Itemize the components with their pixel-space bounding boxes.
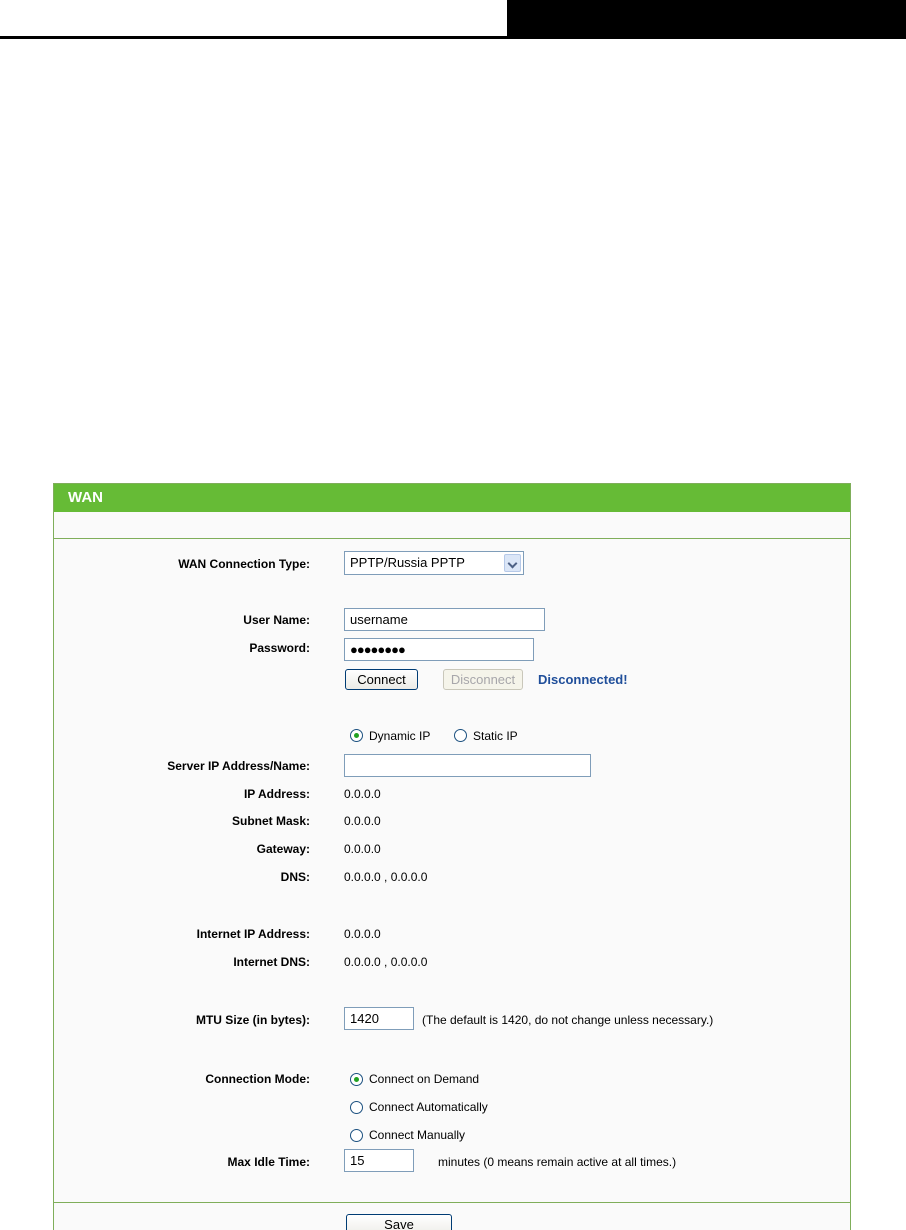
connection-type-select[interactable]: [344, 551, 524, 575]
header-rule: [0, 36, 510, 39]
subnet-mask-label: Subnet Mask:: [231, 814, 310, 828]
internet-dns-label: Internet DNS:: [233, 955, 310, 969]
connection-mode-label: Connection Mode:: [205, 1072, 310, 1086]
dns-label: DNS:: [280, 870, 310, 884]
max-idle-value: 15: [350, 1153, 365, 1168]
panel-divider: [54, 538, 850, 539]
panel-title: WAN: [54, 484, 850, 512]
server-input[interactable]: [344, 754, 591, 777]
connect-on-demand-radio[interactable]: [350, 1073, 363, 1086]
static-ip-radio[interactable]: [454, 729, 467, 742]
ip-address-label: IP Address:: [243, 787, 310, 801]
ip-address-value: 0.0.0.0: [344, 787, 381, 801]
dynamic-ip-label: Dynamic IP: [369, 729, 431, 743]
wan-panel: [53, 483, 851, 1230]
user-name-label: User Name:: [243, 613, 310, 627]
gateway-label: Gateway:: [256, 842, 310, 856]
connection-type-label: WAN Connection Type:: [178, 557, 310, 571]
chevron-down-icon[interactable]: [504, 554, 521, 572]
mtu-label: MTU Size (in bytes):: [195, 1013, 310, 1027]
subnet-mask-value: 0.0.0.0: [344, 814, 381, 828]
mtu-hint: (The default is 1420, do not change unless necessary.): [422, 1013, 714, 1027]
connect-on-demand-label: Connect on Demand: [369, 1072, 480, 1086]
static-ip-label: Static IP: [473, 729, 518, 743]
header-block: [507, 0, 906, 39]
password-label: Password:: [249, 641, 310, 655]
panel-bottom-divider: [54, 1202, 851, 1203]
internet-dns-value: 0.0.0.0 , 0.0.0.0: [344, 955, 428, 969]
connection-status: Disconnected!: [538, 672, 628, 687]
internet-ip-value: 0.0.0.0: [344, 927, 381, 941]
max-idle-input[interactable]: [344, 1149, 414, 1172]
document-header: [0, 0, 906, 40]
connect-automatically-label: Connect Automatically: [369, 1100, 488, 1114]
internet-ip-label: Internet IP Address:: [196, 927, 310, 941]
save-button[interactable]: Save: [346, 1214, 452, 1230]
password-value: ●●●●●●●●: [350, 642, 405, 657]
connect-automatically-radio[interactable]: [350, 1101, 363, 1114]
dns-value: 0.0.0.0 , 0.0.0.0: [344, 870, 428, 884]
mtu-input[interactable]: [344, 1007, 414, 1030]
max-idle-label: Max Idle Time:: [227, 1155, 310, 1169]
server-label: Server IP Address/Name:: [167, 759, 310, 773]
dynamic-ip-radio[interactable]: [350, 729, 363, 742]
connection-type-value: PPTP/Russia PPTP: [350, 555, 465, 570]
connect-button[interactable]: Connect: [345, 669, 418, 690]
mtu-value: 1420: [350, 1011, 379, 1026]
user-name-value: username: [350, 612, 408, 627]
disconnect-button[interactable]: Disconnect: [443, 669, 523, 690]
panel-spacer: [54, 512, 850, 538]
gateway-value: 0.0.0.0: [344, 842, 381, 856]
max-idle-hint: minutes (0 means remain active at all times.): [438, 1155, 677, 1169]
user-name-input[interactable]: [344, 608, 545, 631]
password-input[interactable]: [344, 638, 534, 661]
connect-manually-radio[interactable]: [350, 1129, 363, 1142]
connect-manually-label: Connect Manually: [369, 1128, 466, 1142]
